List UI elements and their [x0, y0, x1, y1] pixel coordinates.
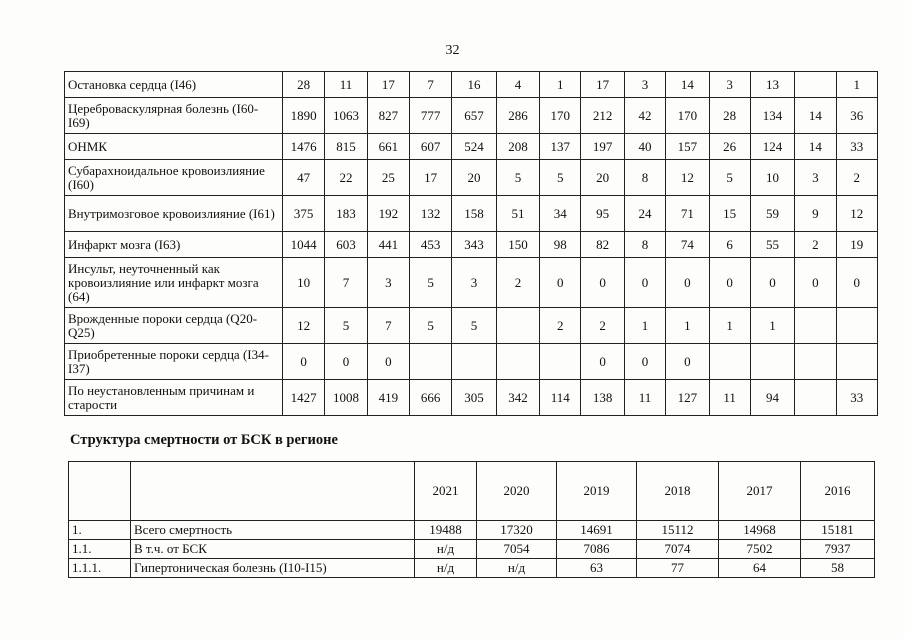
- value-cell: 7074: [637, 540, 719, 559]
- value-cell: 2: [540, 308, 581, 344]
- value-cell: 95: [581, 196, 624, 232]
- value-cell: 1: [666, 308, 709, 344]
- value-cell: 138: [581, 380, 624, 416]
- value-cell: 657: [452, 98, 496, 134]
- value-cell: [836, 308, 877, 344]
- value-cell: 94: [750, 380, 794, 416]
- row-label: По неустановленным причинам и старости: [65, 380, 283, 416]
- value-cell: 58: [801, 559, 875, 578]
- year-header: 2017: [719, 462, 801, 521]
- value-cell: 441: [367, 232, 409, 258]
- value-cell: 24: [624, 196, 665, 232]
- value-cell: 3: [367, 258, 409, 308]
- table-row: [65, 134, 878, 160]
- value-cell: 14: [795, 98, 836, 134]
- table-row: [69, 540, 875, 559]
- value-cell: 11: [325, 72, 367, 98]
- value-cell: 14: [666, 72, 709, 98]
- value-cell: 15181: [801, 521, 875, 540]
- table-row: [65, 98, 878, 134]
- value-cell: 12: [666, 160, 709, 196]
- value-cell: 5: [410, 308, 452, 344]
- value-cell: 55: [750, 232, 794, 258]
- value-cell: 2: [836, 160, 877, 196]
- value-cell: 34: [540, 196, 581, 232]
- value-cell: 5: [709, 160, 750, 196]
- value-cell: 42: [624, 98, 665, 134]
- value-cell: 14968: [719, 521, 801, 540]
- header-cell-num: [69, 462, 131, 521]
- value-cell: 77: [637, 559, 719, 578]
- value-cell: 0: [367, 344, 409, 380]
- value-cell: [496, 308, 539, 344]
- table-row: [65, 232, 878, 258]
- value-cell: 603: [325, 232, 367, 258]
- value-cell: 17320: [477, 521, 557, 540]
- value-cell: 9: [795, 196, 836, 232]
- value-cell: 127: [666, 380, 709, 416]
- value-cell: 14: [795, 134, 836, 160]
- year-header: 2018: [637, 462, 719, 521]
- row-label: Инсульт, неуточненный как кровоизлияние или инфаркт мозга (64): [65, 258, 283, 308]
- value-cell: 1: [750, 308, 794, 344]
- value-cell: 607: [410, 134, 452, 160]
- value-cell: 12: [836, 196, 877, 232]
- value-cell: 0: [624, 258, 665, 308]
- value-cell: 0: [709, 258, 750, 308]
- value-cell: н/д: [415, 559, 477, 578]
- value-cell: 1: [624, 308, 665, 344]
- value-cell: 0: [282, 344, 324, 380]
- value-cell: 1063: [325, 98, 367, 134]
- value-cell: 815: [325, 134, 367, 160]
- value-cell: 2: [496, 258, 539, 308]
- value-cell: 15112: [637, 521, 719, 540]
- value-cell: 453: [410, 232, 452, 258]
- value-cell: 134: [750, 98, 794, 134]
- value-cell: 0: [325, 344, 367, 380]
- value-cell: 170: [540, 98, 581, 134]
- value-cell: 82: [581, 232, 624, 258]
- row-number: 1.: [69, 521, 131, 540]
- year-header: 2020: [477, 462, 557, 521]
- value-cell: 419: [367, 380, 409, 416]
- value-cell: 192: [367, 196, 409, 232]
- value-cell: 7: [367, 308, 409, 344]
- value-cell: [795, 72, 836, 98]
- value-cell: 208: [496, 134, 539, 160]
- table-row: [65, 72, 878, 98]
- row-number: 1.1.: [69, 540, 131, 559]
- value-cell: 666: [410, 380, 452, 416]
- header-row: [69, 462, 875, 521]
- value-cell: 197: [581, 134, 624, 160]
- value-cell: 3: [709, 72, 750, 98]
- value-cell: 5: [540, 160, 581, 196]
- value-cell: 5: [325, 308, 367, 344]
- value-cell: 7: [410, 72, 452, 98]
- value-cell: 36: [836, 98, 877, 134]
- value-cell: 524: [452, 134, 496, 160]
- value-cell: 4: [496, 72, 539, 98]
- table-row: [65, 160, 878, 196]
- row-number: 1.1.1.: [69, 559, 131, 578]
- value-cell: 33: [836, 134, 877, 160]
- value-cell: 20: [581, 160, 624, 196]
- value-cell: 0: [624, 344, 665, 380]
- value-cell: 2: [581, 308, 624, 344]
- value-cell: 7: [325, 258, 367, 308]
- table-row: [65, 380, 878, 416]
- value-cell: [452, 344, 496, 380]
- value-cell: 157: [666, 134, 709, 160]
- table-row: [69, 521, 875, 540]
- value-cell: 170: [666, 98, 709, 134]
- value-cell: 158: [452, 196, 496, 232]
- value-cell: 827: [367, 98, 409, 134]
- value-cell: 1: [540, 72, 581, 98]
- value-cell: 286: [496, 98, 539, 134]
- value-cell: [709, 344, 750, 380]
- value-cell: 1: [709, 308, 750, 344]
- row-label: Цереброваскулярная болезнь (I60-I69): [65, 98, 283, 134]
- table-row: [65, 344, 878, 380]
- value-cell: 98: [540, 232, 581, 258]
- value-cell: 305: [452, 380, 496, 416]
- row-label: ОНМК: [65, 134, 283, 160]
- section-heading: Структура смертности от БСК в регионе: [70, 432, 338, 448]
- value-cell: 28: [709, 98, 750, 134]
- value-cell: 8: [624, 160, 665, 196]
- row-label: Внутримозговое кровоизлияние (I61): [65, 196, 283, 232]
- value-cell: [750, 344, 794, 380]
- value-cell: 5: [452, 308, 496, 344]
- value-cell: 132: [410, 196, 452, 232]
- value-cell: [795, 344, 836, 380]
- value-cell: 0: [795, 258, 836, 308]
- value-cell: [836, 344, 877, 380]
- value-cell: 1427: [282, 380, 324, 416]
- row-label: Гипертоническая болезнь (I10-I15): [131, 559, 415, 578]
- value-cell: 0: [750, 258, 794, 308]
- value-cell: 51: [496, 196, 539, 232]
- value-cell: 19488: [415, 521, 477, 540]
- row-label: Всего смертность: [131, 521, 415, 540]
- value-cell: 7937: [801, 540, 875, 559]
- row-label: Приобретенные пороки сердца (I34-I37): [65, 344, 283, 380]
- year-header: 2019: [557, 462, 637, 521]
- value-cell: н/д: [477, 559, 557, 578]
- value-cell: 15: [709, 196, 750, 232]
- value-cell: 63: [557, 559, 637, 578]
- value-cell: 25: [367, 160, 409, 196]
- row-label: Субарахноидальное кровоизлияние (I60): [65, 160, 283, 196]
- value-cell: 3: [795, 160, 836, 196]
- value-cell: 16: [452, 72, 496, 98]
- value-cell: 28: [282, 72, 324, 98]
- value-cell: 8: [624, 232, 665, 258]
- value-cell: 7054: [477, 540, 557, 559]
- mortality-causes-table: [64, 71, 878, 416]
- table-row: [69, 559, 875, 578]
- value-cell: 10: [750, 160, 794, 196]
- value-cell: 26: [709, 134, 750, 160]
- value-cell: 7502: [719, 540, 801, 559]
- value-cell: 7086: [557, 540, 637, 559]
- value-cell: 3: [624, 72, 665, 98]
- value-cell: 1890: [282, 98, 324, 134]
- value-cell: 17: [410, 160, 452, 196]
- value-cell: н/д: [415, 540, 477, 559]
- value-cell: 64: [719, 559, 801, 578]
- value-cell: 150: [496, 232, 539, 258]
- value-cell: 0: [581, 344, 624, 380]
- value-cell: 22: [325, 160, 367, 196]
- row-label: Остановка сердца (I46): [65, 72, 283, 98]
- table-row: [65, 258, 878, 308]
- year-header: 2016: [801, 462, 875, 521]
- value-cell: 137: [540, 134, 581, 160]
- row-label: Инфаркт мозга (I63): [65, 232, 283, 258]
- value-cell: 342: [496, 380, 539, 416]
- value-cell: 6: [709, 232, 750, 258]
- value-cell: 0: [666, 344, 709, 380]
- value-cell: 661: [367, 134, 409, 160]
- value-cell: 3: [452, 258, 496, 308]
- table-row: [65, 196, 878, 232]
- value-cell: 47: [282, 160, 324, 196]
- value-cell: [540, 344, 581, 380]
- value-cell: 11: [624, 380, 665, 416]
- value-cell: 375: [282, 196, 324, 232]
- value-cell: 1: [836, 72, 877, 98]
- value-cell: 19: [836, 232, 877, 258]
- value-cell: 17: [367, 72, 409, 98]
- value-cell: 40: [624, 134, 665, 160]
- value-cell: 5: [410, 258, 452, 308]
- value-cell: 20: [452, 160, 496, 196]
- value-cell: 33: [836, 380, 877, 416]
- value-cell: 1044: [282, 232, 324, 258]
- header-cell-label: [131, 462, 415, 521]
- value-cell: 11: [709, 380, 750, 416]
- value-cell: 343: [452, 232, 496, 258]
- row-label: Врожденные пороки сердца (Q20-Q25): [65, 308, 283, 344]
- table-row: [65, 308, 878, 344]
- value-cell: 10: [282, 258, 324, 308]
- value-cell: 59: [750, 196, 794, 232]
- value-cell: 2: [795, 232, 836, 258]
- value-cell: [795, 308, 836, 344]
- value-cell: 74: [666, 232, 709, 258]
- mortality-structure-table: [68, 461, 875, 578]
- value-cell: 124: [750, 134, 794, 160]
- value-cell: [795, 380, 836, 416]
- value-cell: 17: [581, 72, 624, 98]
- value-cell: 14691: [557, 521, 637, 540]
- value-cell: [410, 344, 452, 380]
- value-cell: 12: [282, 308, 324, 344]
- year-header: 2021: [415, 462, 477, 521]
- value-cell: 0: [540, 258, 581, 308]
- value-cell: 777: [410, 98, 452, 134]
- value-cell: 5: [496, 160, 539, 196]
- value-cell: 114: [540, 380, 581, 416]
- value-cell: 13: [750, 72, 794, 98]
- value-cell: 0: [836, 258, 877, 308]
- value-cell: 212: [581, 98, 624, 134]
- value-cell: 0: [581, 258, 624, 308]
- value-cell: 71: [666, 196, 709, 232]
- value-cell: 0: [666, 258, 709, 308]
- page-number: 32: [445, 43, 460, 58]
- value-cell: 1008: [325, 380, 367, 416]
- row-label: В т.ч. от БСК: [131, 540, 415, 559]
- value-cell: [496, 344, 539, 380]
- value-cell: 183: [325, 196, 367, 232]
- value-cell: 1476: [282, 134, 324, 160]
